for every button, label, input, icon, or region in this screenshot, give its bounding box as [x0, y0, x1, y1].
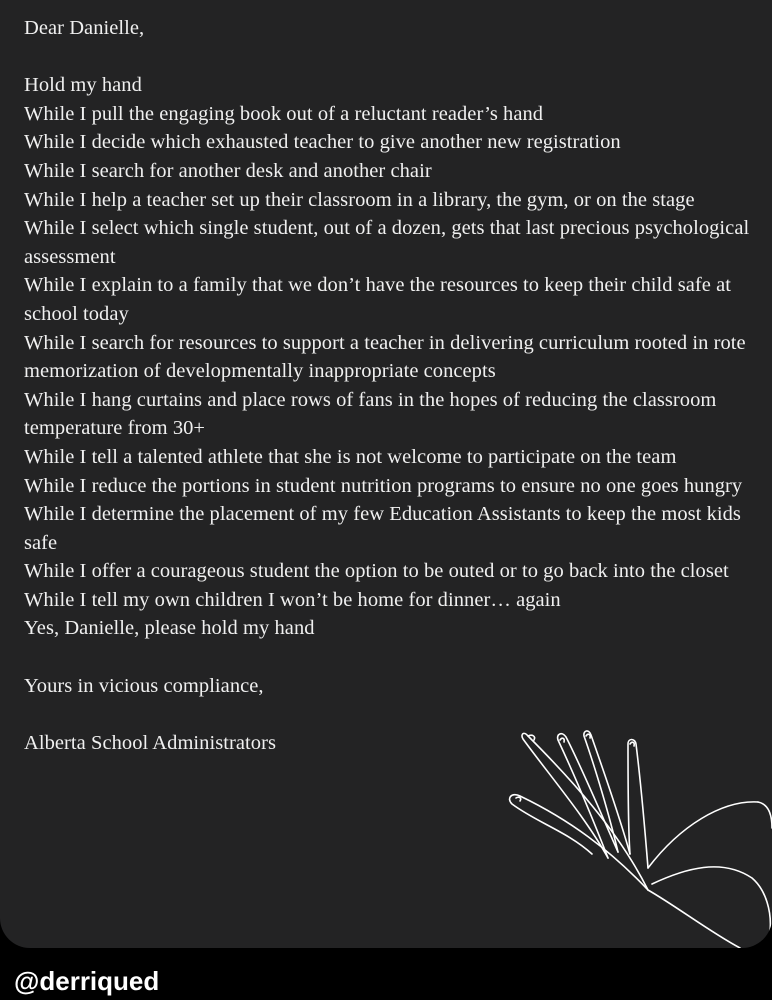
author-handle: @derriqued [14, 966, 160, 996]
letter-line: While I offer a courageous student the option to be outed or to go back into the closet [24, 560, 729, 583]
letter-line: While I search for another desk and another chair [24, 159, 432, 182]
signature: Alberta School Administrators [24, 731, 276, 754]
letter-line: While I help a teacher set up their classroom in a library, the gym, or on the stage [24, 188, 695, 211]
letter-line: While I select which single student, out of a dozen, gets that last precious psychological assessment [24, 217, 750, 268]
letter-line: While I determine the placement of my few Education Assistants to keep the most kids safe [24, 503, 741, 554]
letter-line: While I pull the engaging book out of a reluctant reader’s hand [24, 102, 544, 125]
letter-line: While I hang curtains and place rows of fans in the hopes of reducing the classroom temperature from 30+ [24, 388, 717, 440]
letter-line: While I reduce the portions in student nutrition programs to ensure no one goes hungry [24, 474, 743, 497]
letter-line: Yes, Danielle, please hold my hand [24, 617, 315, 640]
paragraph-spacer [24, 43, 759, 72]
letter-body [24, 14, 759, 757]
paragraph-spacer [24, 643, 759, 672]
closing: Yours in vicious compliance, [24, 674, 264, 697]
opening-line: Hold my hand [24, 74, 142, 97]
letter-line: While I explain to a family that we don’t have the resources to keep their child safe at school today [24, 274, 732, 325]
letter-line: While I tell my own children I won’t be home for dinner… again [24, 588, 561, 611]
hand-line-art-icon [490, 718, 772, 948]
letter-line: While I search for resources to support a teacher in delivering curriculum rooted in rote memorization of developmentally inappropriate concepts [24, 331, 746, 383]
letter-line: While I tell a talented athlete that she is not welcome to participate on the team [24, 445, 677, 468]
salutation: Dear Danielle, [24, 17, 145, 39]
letter-line: While I decide which exhausted teacher to give another new registration [24, 131, 621, 154]
